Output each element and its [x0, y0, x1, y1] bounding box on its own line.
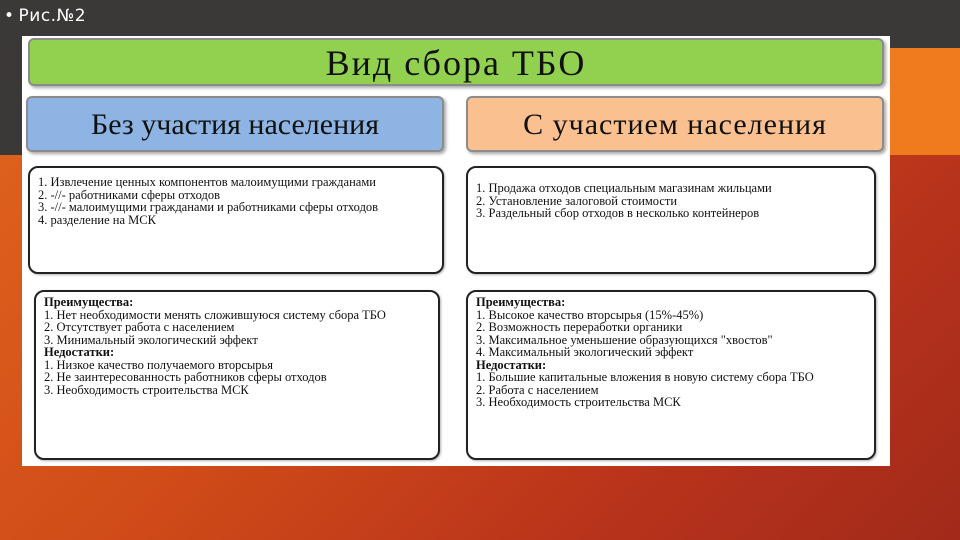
diagram-title-box: Вид сбора ТБО [28, 38, 884, 86]
slide-title-text: Рис.№2 [18, 6, 87, 26]
right-methods-box [466, 166, 876, 274]
bullet-icon: • [4, 6, 15, 26]
list-item: 3. -//- малоимущими гражданами и работниками сферы отходов [38, 200, 379, 214]
list-item: 4. Максимальный экологический эффект [476, 345, 694, 359]
cons-heading: Недостатки: [476, 357, 547, 372]
list-item: 1. Большие капитальные вложения в новую систему сбора ТБО [476, 370, 814, 384]
list-item: 4. разделение на МСК [38, 212, 156, 227]
list-item: 2. Не заинтересованность работников сферы отходов [44, 370, 327, 384]
list-item: 3. Раздельный сбор отходов в несколько контейнеров [476, 206, 760, 220]
left-category-box: Без участия населения [26, 96, 444, 152]
list-item: 2. -//- работниками сферы отходов [38, 187, 220, 202]
list-item: 3. Максимальное уменьшение образующихся "хвостов" [476, 332, 773, 347]
pros-heading: Преимущества: [476, 295, 566, 309]
pros-heading: Преимущества: [44, 295, 134, 309]
list-item: 2. Отсутствует работа с населением [44, 320, 235, 334]
list-item: 2. Возможность переработки органики [476, 320, 683, 334]
right-category-box: С участием населения [466, 96, 884, 152]
list-item: 2. Работа с населением [476, 382, 599, 397]
list-item: 2. Установление залоговой стоимости [476, 193, 678, 208]
list-item: 3. Необходимость строительства МСК [44, 382, 249, 397]
list-item: 3. Необходимость строительства МСК [476, 395, 681, 409]
list-item: 1. Нет необходимости менять сложившуюся систему сбора ТБО [44, 307, 386, 322]
list-item: 1. Высокое качество вторсырья (15%-45%) [476, 307, 704, 322]
right-pros-cons-box [466, 290, 876, 460]
list-item: 1. Извлечение ценных компонентов малоимущими гражданами [38, 175, 376, 189]
list-item: 1. Продажа отходов специальным магазинам жильцами [476, 181, 772, 195]
diagram-figure [22, 36, 890, 466]
list-item: 3. Минимальный экологический эффект [44, 332, 258, 347]
slide-title [4, 6, 86, 26]
left-pros-cons-box [34, 290, 440, 460]
left-methods-box [28, 166, 444, 274]
list-item: 1. Низкое качество получаемого вторсырья [44, 357, 273, 372]
cons-heading: Недостатки: [44, 345, 115, 359]
